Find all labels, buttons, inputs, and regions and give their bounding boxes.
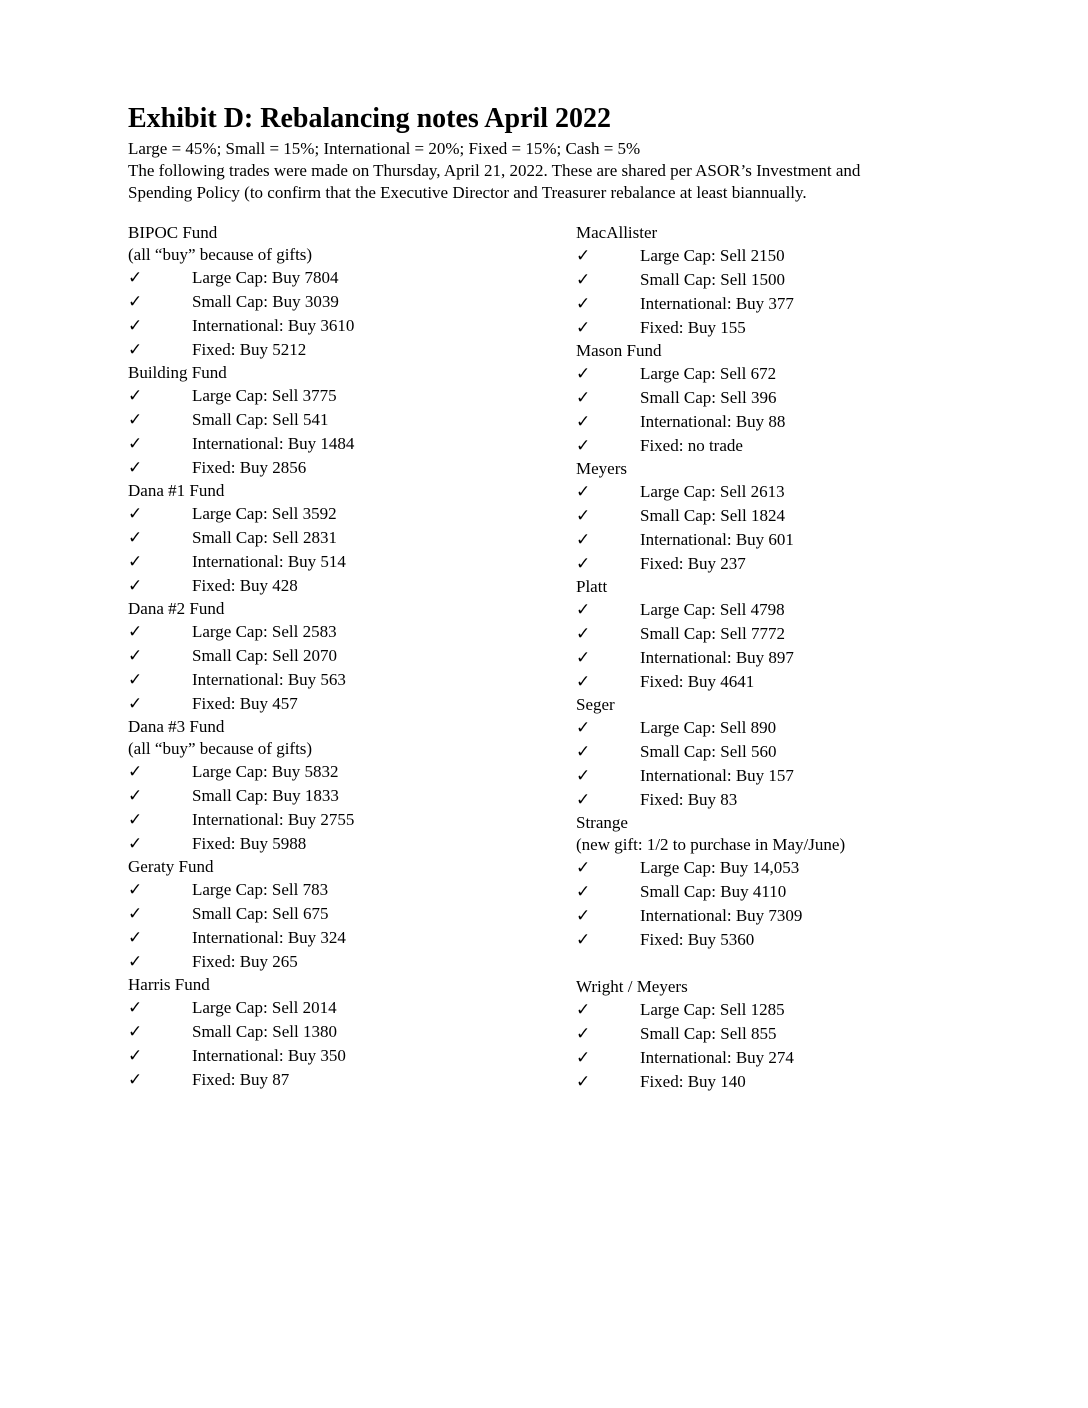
trade-text: International: Buy 897 (640, 648, 794, 667)
trade-item (128, 290, 568, 314)
trade-item (576, 646, 1016, 670)
checkmark-icon: ✓ (576, 624, 591, 643)
trade-item (128, 996, 568, 1020)
trade-text: International: Buy 350 (192, 1046, 346, 1065)
trade-text: International: Buy 274 (640, 1048, 794, 1067)
trade-text: International: Buy 157 (640, 766, 794, 785)
checkmark-icon: ✓ (128, 268, 143, 287)
fund-name: Dana #3 Fund (128, 717, 225, 736)
left-fund-column (128, 222, 568, 1092)
trade-item (128, 950, 568, 974)
trade-item (576, 386, 1016, 410)
fund-name: Seger (576, 695, 615, 714)
fund-block (576, 458, 1016, 576)
trade-item (128, 926, 568, 950)
trade-text: International: Buy 601 (640, 530, 794, 549)
trade-text: Fixed: Buy 155 (640, 318, 746, 337)
checkmark-icon: ✓ (576, 766, 591, 785)
trade-item (128, 526, 568, 550)
checkmark-icon: ✓ (576, 1048, 591, 1067)
trade-item (128, 338, 568, 362)
trade-text: Small Cap: Sell 1500 (640, 270, 785, 289)
checkmark-icon: ✓ (128, 928, 143, 947)
trade-item (576, 292, 1016, 316)
trade-item (128, 902, 568, 926)
trade-item (128, 668, 568, 692)
checkmark-icon: ✓ (576, 648, 591, 667)
fund-name: Meyers (576, 459, 627, 478)
fund-block (128, 974, 568, 1092)
fund-name: Mason Fund (576, 341, 662, 360)
trade-text: Large Cap: Sell 2150 (640, 246, 785, 265)
fund-block (128, 598, 568, 716)
trade-item (128, 432, 568, 456)
trade-item (576, 716, 1016, 740)
trade-item (576, 740, 1016, 764)
checkmark-icon: ✓ (128, 552, 143, 571)
trade-item (128, 620, 568, 644)
trade-text: Fixed: Buy 265 (192, 952, 298, 971)
trade-text: Large Cap: Sell 672 (640, 364, 777, 383)
checkmark-icon: ✓ (128, 1022, 143, 1041)
checkmark-icon: ✓ (576, 436, 591, 455)
trade-item (128, 574, 568, 598)
fund-block (576, 952, 1016, 1094)
allocation-targets: Large = 45%; Small = 15%; International = 20%; Fixed = 15%; Cash = 5% (128, 139, 641, 158)
trade-item (576, 244, 1016, 268)
trade-text: International: Buy 377 (640, 294, 794, 313)
trade-item (576, 480, 1016, 504)
trade-text: Fixed: Buy 5988 (192, 834, 307, 853)
checkmark-icon: ✓ (128, 1070, 143, 1089)
fund-block (576, 576, 1016, 694)
checkmark-icon: ✓ (128, 504, 143, 523)
trade-item (576, 928, 1016, 952)
fund-name: Strange (576, 813, 628, 832)
fund-name: Building Fund (128, 363, 227, 382)
trade-text: Large Cap: Sell 890 (640, 718, 777, 737)
trade-text: Fixed: no trade (640, 436, 743, 455)
trade-item (576, 528, 1016, 552)
checkmark-icon: ✓ (128, 998, 143, 1017)
trade-text: Small Cap: Sell 2831 (192, 528, 337, 547)
trade-item (576, 598, 1016, 622)
checkmark-icon: ✓ (576, 672, 591, 691)
trade-item (128, 408, 568, 432)
fund-block (128, 480, 568, 598)
intro-line-1: The following trades were made on Thursday, April 21, 2022. These are shared per ASOR’s Investment and (128, 161, 861, 180)
checkmark-icon: ✓ (576, 1000, 591, 1019)
checkmark-icon: ✓ (576, 412, 591, 431)
trade-item (128, 456, 568, 480)
trade-item (576, 362, 1016, 386)
fund-name: Dana #1 Fund (128, 481, 225, 500)
trade-text: Fixed: Buy 4641 (640, 672, 755, 691)
trade-text: Small Cap: Sell 2070 (192, 646, 337, 665)
trade-text: Small Cap: Sell 7772 (640, 624, 785, 643)
trade-item (576, 904, 1016, 928)
trade-text: Small Cap: Sell 541 (192, 410, 329, 429)
trade-item (576, 880, 1016, 904)
trade-item (128, 314, 568, 338)
trade-item (128, 692, 568, 716)
trade-text: Fixed: Buy 428 (192, 576, 298, 595)
trade-text: Large Cap: Sell 783 (192, 880, 329, 899)
trade-item (576, 504, 1016, 528)
page-title: Exhibit D: Rebalancing notes April 2022 (128, 103, 612, 134)
checkmark-icon: ✓ (128, 694, 143, 713)
checkmark-icon: ✓ (576, 600, 591, 619)
fund-note: (all “buy” because of gifts) (128, 739, 313, 758)
trade-item (576, 552, 1016, 576)
fund-note: (all “buy” because of gifts) (128, 245, 313, 264)
checkmark-icon: ✓ (128, 1046, 143, 1065)
checkmark-icon: ✓ (576, 742, 591, 761)
trade-item (128, 1068, 568, 1092)
trade-item (576, 856, 1016, 880)
fund-block (128, 222, 568, 362)
fund-block (576, 222, 1016, 340)
checkmark-icon: ✓ (576, 482, 591, 501)
trade-text: Fixed: Buy 237 (640, 554, 746, 573)
checkmark-icon: ✓ (128, 434, 143, 453)
trade-item (576, 998, 1016, 1022)
trade-item (128, 1044, 568, 1068)
trade-text: Large Cap: Buy 5832 (192, 762, 339, 781)
trade-item (128, 1020, 568, 1044)
checkmark-icon: ✓ (576, 1072, 591, 1091)
checkmark-icon: ✓ (128, 386, 143, 405)
checkmark-icon: ✓ (128, 670, 143, 689)
trade-item (128, 832, 568, 856)
fund-name: Dana #2 Fund (128, 599, 225, 618)
trade-text: Fixed: Buy 457 (192, 694, 298, 713)
checkmark-icon: ✓ (128, 292, 143, 311)
trade-text: Small Cap: Buy 3039 (192, 292, 339, 311)
checkmark-icon: ✓ (576, 790, 591, 809)
trade-item (128, 384, 568, 408)
checkmark-icon: ✓ (576, 294, 591, 313)
checkmark-icon: ✓ (576, 718, 591, 737)
checkmark-icon: ✓ (128, 316, 143, 335)
intro-line-2: Spending Policy (to confirm that the Executive Director and Treasurer rebalance at least biannually. (128, 183, 807, 202)
trade-text: Small Cap: Sell 560 (640, 742, 777, 761)
trade-item (128, 550, 568, 574)
trade-text: Fixed: Buy 5360 (640, 930, 755, 949)
fund-block (576, 340, 1016, 458)
trade-text: International: Buy 7309 (640, 906, 803, 925)
fund-name: Wright / Meyers (576, 977, 688, 996)
trade-item (576, 670, 1016, 694)
checkmark-icon: ✓ (576, 364, 591, 383)
trade-text: Small Cap: Sell 855 (640, 1024, 777, 1043)
trade-item (576, 1046, 1016, 1070)
checkmark-icon: ✓ (128, 904, 143, 923)
trade-item (128, 878, 568, 902)
trade-item (576, 1022, 1016, 1046)
checkmark-icon: ✓ (128, 622, 143, 641)
checkmark-icon: ✓ (576, 1024, 591, 1043)
checkmark-icon: ✓ (128, 834, 143, 853)
trade-text: International: Buy 3610 (192, 316, 355, 335)
trade-text: Large Cap: Buy 14,053 (640, 858, 800, 877)
trade-text: Fixed: Buy 87 (192, 1070, 290, 1089)
document-header (128, 100, 1008, 204)
checkmark-icon: ✓ (128, 410, 143, 429)
checkmark-icon: ✓ (576, 506, 591, 525)
fund-block (128, 716, 568, 856)
fund-note: (new gift: 1/2 to purchase in May/June) (576, 835, 846, 854)
trade-text: Large Cap: Sell 2014 (192, 998, 337, 1017)
trade-item (576, 410, 1016, 434)
trade-text: Large Cap: Sell 2583 (192, 622, 337, 641)
checkmark-icon: ✓ (576, 318, 591, 337)
fund-block (128, 362, 568, 480)
checkmark-icon: ✓ (128, 952, 143, 971)
checkmark-icon: ✓ (128, 880, 143, 899)
checkmark-icon: ✓ (576, 530, 591, 549)
trade-text: International: Buy 514 (192, 552, 346, 571)
trade-text: Large Cap: Sell 2613 (640, 482, 785, 501)
trade-text: Fixed: Buy 5212 (192, 340, 307, 359)
trade-item (576, 788, 1016, 812)
checkmark-icon: ✓ (128, 528, 143, 547)
trade-item (128, 808, 568, 832)
trade-text: International: Buy 324 (192, 928, 346, 947)
trade-item (128, 266, 568, 290)
checkmark-icon: ✓ (128, 576, 143, 595)
checkmark-icon: ✓ (576, 930, 591, 949)
checkmark-icon: ✓ (576, 882, 591, 901)
checkmark-icon: ✓ (128, 786, 143, 805)
checkmark-icon: ✓ (576, 246, 591, 265)
trade-text: Fixed: Buy 83 (640, 790, 738, 809)
trade-item (576, 622, 1016, 646)
checkmark-icon: ✓ (128, 646, 143, 665)
fund-name: Geraty Fund (128, 857, 214, 876)
trade-text: International: Buy 2755 (192, 810, 355, 829)
trade-item (576, 316, 1016, 340)
trade-text: Fixed: Buy 2856 (192, 458, 307, 477)
fund-block (128, 856, 568, 974)
fund-name: Harris Fund (128, 975, 210, 994)
trade-item (128, 644, 568, 668)
checkmark-icon: ✓ (576, 388, 591, 407)
trade-text: Small Cap: Sell 1380 (192, 1022, 337, 1041)
fund-name: Platt (576, 577, 608, 596)
trade-item (576, 764, 1016, 788)
right-fund-column (576, 222, 1016, 1094)
checkmark-icon: ✓ (128, 810, 143, 829)
fund-name: MacAllister (576, 223, 658, 242)
checkmark-icon: ✓ (576, 858, 591, 877)
trade-item (576, 268, 1016, 292)
trade-item (576, 1070, 1016, 1094)
trade-text: Small Cap: Buy 4110 (640, 882, 787, 901)
checkmark-icon: ✓ (128, 458, 143, 477)
trade-text: Large Cap: Buy 7804 (192, 268, 339, 287)
checkmark-icon: ✓ (576, 270, 591, 289)
trade-text: Small Cap: Sell 396 (640, 388, 777, 407)
fund-name: BIPOC Fund (128, 223, 218, 242)
trade-text: Small Cap: Sell 1824 (640, 506, 785, 525)
trade-text: Large Cap: Sell 3775 (192, 386, 337, 405)
fund-block (576, 812, 1016, 952)
trade-item (128, 760, 568, 784)
trade-text: Small Cap: Sell 675 (192, 904, 329, 923)
trade-text: Small Cap: Buy 1833 (192, 786, 339, 805)
fund-block (576, 694, 1016, 812)
checkmark-icon: ✓ (128, 762, 143, 781)
trade-item (128, 502, 568, 526)
spacer (576, 952, 1016, 976)
checkmark-icon: ✓ (576, 554, 591, 573)
trade-text: Large Cap: Sell 1285 (640, 1000, 785, 1019)
trade-text: International: Buy 563 (192, 670, 346, 689)
trade-text: Fixed: Buy 140 (640, 1072, 746, 1091)
trade-text: Large Cap: Sell 3592 (192, 504, 337, 523)
checkmark-icon: ✓ (576, 906, 591, 925)
trade-item (128, 784, 568, 808)
trade-text: International: Buy 1484 (192, 434, 355, 453)
trade-text: Large Cap: Sell 4798 (640, 600, 785, 619)
trade-text: International: Buy 88 (640, 412, 786, 431)
trade-item (576, 434, 1016, 458)
checkmark-icon: ✓ (128, 340, 143, 359)
